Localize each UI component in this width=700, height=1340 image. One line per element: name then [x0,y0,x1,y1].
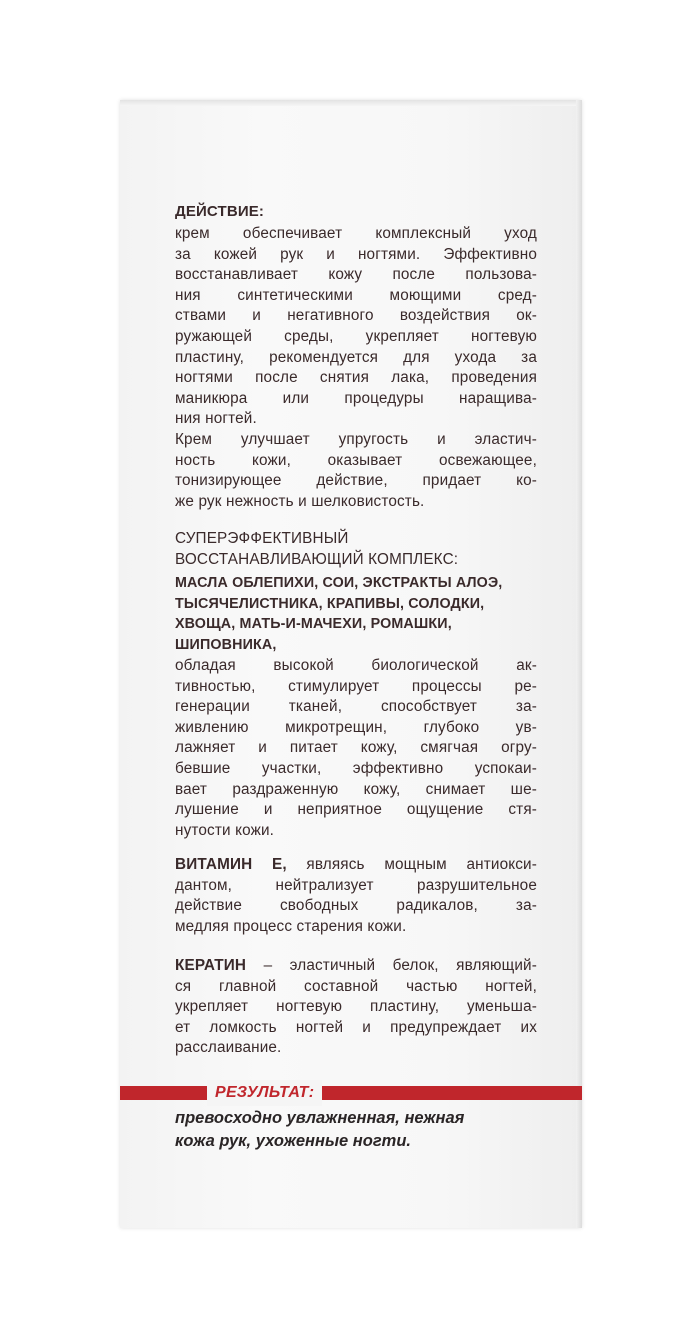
keratin-line: расслаивание. [175,1039,282,1057]
ingredients-line: МАСЛА ОБЛЕПИХИ, СОИ, ЭКСТРАКТЫ АЛОЭ, [175,575,503,591]
keratin-line: ся главной составной частью ногтей, [175,977,537,995]
vitamin-section [175,855,537,937]
ingredients-line: ТЫСЯЧЕЛИСТНИКА, КРАПИВЫ, СОЛОДКИ, [175,595,485,612]
complex-ingredients [175,573,537,655]
action-line: маникюра или процедуры наращива- [175,389,537,407]
keratin-first-rest: – эластичный белок, являющий- [246,957,537,974]
ingredients-line: ШИПОВНИКА, [175,636,277,653]
complex-body [175,656,537,841]
box-top-edge [120,100,582,106]
ingredients-line: ХВОЩА, МАТЬ-И-МАЧЕХИ, РОМАШКИ, [175,616,452,633]
action-line: Крем улучшает упругость и эластич- [175,430,537,448]
keratin-section [175,956,537,1059]
complex-line: тивностью, стимулирует процессы ре- [175,677,537,695]
vitamin-line: действие свободных радикалов, за- [175,897,537,915]
keratin-first-line [175,956,537,977]
complex-line: генерации тканей, способствует за- [175,698,537,716]
complex-heading-line: ВОССТАНАВЛИВАЮЩИЙ КОМПЛЕКС: [175,550,459,568]
action-line: пластину, рекомендуется для ухода за [175,348,537,366]
vitamin-line: дантом, нейтрализует разрушительное [175,876,537,894]
action-heading: ДЕЙСТВИЕ: [175,203,265,220]
result-red-stripe [120,1086,582,1100]
vitamin-first-line [175,855,537,876]
action-section [175,202,537,223]
complex-line: нутости кожи. [175,821,275,839]
complex-heading [175,529,537,570]
action-line: ность кожи, оказывает освежающее, [175,451,537,469]
result-label: РЕЗУЛЬТАТ: [207,1080,322,1106]
complex-line: лажняет и питает кожу, смягчая огру- [175,739,537,757]
vitamin-term: ВИТАМИН Е, [175,856,287,873]
complex-line: вает раздраженную кожу, снимает ше- [175,780,537,798]
action-body [175,224,537,512]
vitamin-line: медляя процесс старения кожи. [175,917,407,935]
action-line: тонизирующее действие, придает ко- [175,472,537,490]
action-line: ногтями после снятия лака, проведения [175,369,537,387]
result-text [175,1107,555,1153]
action-line: же рук нежность и шелковистость. [175,492,425,510]
complex-line: обладая высокой биологической ак- [175,657,537,674]
action-line: ния синтетическими моющими сред- [175,286,537,304]
keratin-line: ет ломкость ногтей и предупреждает их [175,1018,537,1036]
box-right-edge [576,100,582,1228]
keratin-line: укрепляет ногтевую пластину, уменьша- [175,998,537,1016]
result-line: кожа рук, ухоженные ногти. [175,1132,411,1150]
complex-line: бевшие участки, эффективно успокаи- [175,759,537,777]
keratin-term: КЕРАТИН [175,957,247,974]
action-line: за кожей рук и ногтями. Эффективно [175,245,537,263]
action-line: восстанавливает кожу после пользова- [175,266,537,284]
vitamin-first-rest: являясь мощным антиокси- [286,856,537,873]
complex-line: живлению микротрещин, глубоко ув- [175,718,537,736]
action-line: ружающей среды, укрепляет ногтевую [175,327,537,345]
action-line: крем обеспечивает комплексный уход [175,225,537,242]
complex-line: лушение и неприятное ощущение стя- [175,801,537,819]
complex-heading-line: СУПЕРЭФФЕКТИВНЫЙ [175,530,349,547]
action-line: ния ногтей. [175,410,257,428]
result-line: превосходно увлажненная, нежная [175,1109,465,1127]
action-line: ствами и негативного воздействия ок- [175,307,537,325]
